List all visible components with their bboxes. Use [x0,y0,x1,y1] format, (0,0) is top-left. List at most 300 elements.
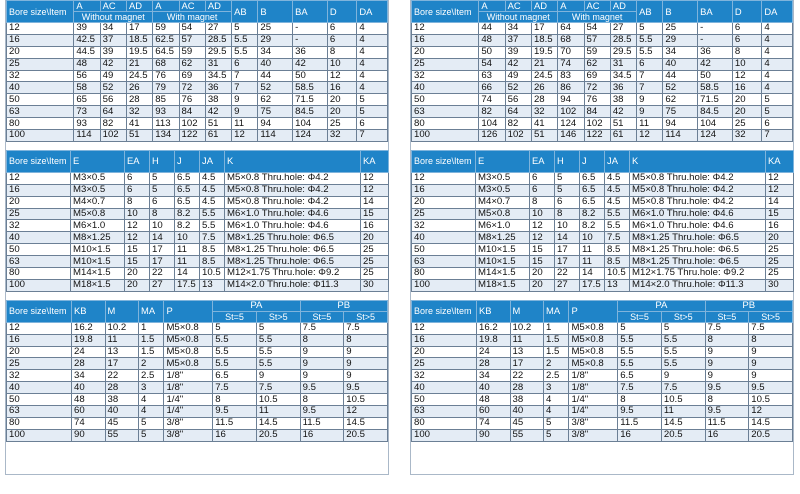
table-cell: - [293,23,328,35]
table-cell: 16 [412,184,476,196]
table-cell: A [153,1,179,12]
table-cell: 60 [477,406,511,418]
table-cell: 7.5 [618,382,662,394]
table-cell: 32 [412,370,477,382]
table-row [412,334,793,346]
table-cell: 5 [661,322,705,334]
table-cell: 100 [412,279,476,291]
table-cell: 39 [74,23,100,35]
table-cell: 84 [179,106,205,118]
table-cell: 93 [153,106,179,118]
table-cell: 9 [749,358,793,370]
dimension-table-e [411,150,794,292]
table-cell: 22 [555,268,580,280]
table-cell: M5×0.8 Thru.hole: Φ4.2 [630,184,766,196]
table-row [412,382,793,394]
table-cell: 17.5 [175,279,200,291]
table-cell: M5×0.8 Thru.hole: Φ4.2 [225,172,361,184]
table-cell: H [555,150,580,172]
table-cell: 44 [663,70,698,82]
table-row [412,268,794,280]
table-cell: 19.8 [477,334,511,346]
table-row [412,406,793,418]
table-cell: 31 [205,58,231,70]
table-cell: 25 [766,244,794,256]
table-cell: 37 [505,34,531,46]
table-cell: St=5 [705,311,749,322]
table-cell: 16 [412,334,477,346]
table-cell: 58.5 [698,82,733,94]
table-cell: 114 [74,130,100,142]
table-cell: 102 [179,118,205,130]
table-cell: 6.5 [175,184,200,196]
table-header-row [412,150,794,172]
table-cell: 5 [150,172,175,184]
table-cell: 14 [150,232,175,244]
table-cell: 11 [105,334,139,346]
table-cell: 7 [637,82,663,94]
table-cell: 9 [749,370,793,382]
table-cell: 16 [7,34,74,46]
table-cell: 69 [179,70,205,82]
table-cell: M18×1.5 [71,279,125,291]
table-cell: 50 [7,94,74,106]
dimension-table-a [6,0,388,142]
table-row [7,394,388,406]
table-row [7,429,388,441]
table-cell: 8 [749,334,793,346]
table-cell: 62.5 [153,34,179,46]
table-cell: 57 [584,34,610,46]
table-cell: 82 [479,106,505,118]
table-cell: 42.5 [74,34,100,46]
table-cell: 20 [7,346,72,358]
table-cell: 5.5 [213,346,257,358]
table-cell: 8 [705,334,749,346]
table-cell: 32 [412,70,479,82]
table-cell: 12 [232,130,258,142]
table-cell: 34 [477,370,511,382]
table-cell: 1.5 [139,346,164,358]
table-cell: 56 [100,94,126,106]
table-cell: 72 [179,82,205,94]
table-cell: M6×1.0 Thru.hole: Φ4.6 [225,208,361,220]
table-cell: M5×0.8 Thru.hole: Φ4.2 [630,196,766,208]
table-cell: 20 [412,196,476,208]
table-cell: 18.5 [126,34,152,46]
table-cell: 40 [412,382,477,394]
table-cell: M5×0.8 [164,334,213,346]
table-cell: 4 [357,70,388,82]
table-cell: 5.5 [200,220,225,232]
table-cell: 104 [479,118,505,130]
table-cell: 102 [584,118,610,130]
table-cell: 32 [126,106,152,118]
table-cell: 40 [7,82,74,94]
table-row [412,346,793,358]
table-cell: 8 [732,46,761,58]
table-cell: St>5 [256,311,300,322]
table-cell: 56 [74,70,100,82]
table-cell: 20 [327,106,356,118]
table-cell: 5.5 [637,46,663,58]
table-cell: PA [618,300,705,311]
table-cell: 113 [153,118,179,130]
table-cell: M14×2.0 Thru.hole: Φ11.3 [630,279,766,291]
table-cell: 9.5 [618,406,662,418]
table-cell: 25 [732,118,761,130]
table-cell: 16 [361,220,389,232]
table-cell: 9 [637,106,663,118]
table-cell: 1/8" [569,382,618,394]
table-cell: B [663,1,698,23]
table-cell: 17 [510,358,544,370]
table-cell: 5.5 [661,334,705,346]
table-cell: 12 [412,172,476,184]
table-cell: 2 [544,358,569,370]
spec-sheet-right [410,0,794,475]
table-cell: 8.5 [605,244,630,256]
table-cell: 7.5 [661,382,705,394]
table-cell: 5.5 [605,220,630,232]
table-cell: 20 [412,346,477,358]
table-cell: St>5 [749,311,793,322]
table-cell: M5×0.8 [164,346,213,358]
table-cell: 13 [200,279,225,291]
table-cell: 9 [232,94,258,106]
table-cell: 9.5 [300,406,344,418]
table-cell: 52 [100,82,126,94]
table-cell: 10.5 [200,268,225,280]
table-cell: 30 [361,279,389,291]
table-cell: 16 [7,334,72,346]
table-cell: 25 [7,58,74,70]
table-cell: 51 [205,118,231,130]
table-row [7,118,388,130]
table-cell: M8×1.25 Thru.hole: Φ6.5 [630,232,766,244]
table-cell: PB [705,300,792,311]
table-cell: 14.5 [256,417,300,429]
table-cell: KB [72,300,106,322]
table-cell: 15 [125,244,150,256]
table-cell: 61 [205,130,231,142]
table-cell: H [150,150,175,172]
table-cell: 5 [139,429,164,441]
table-cell: 34 [663,46,698,58]
table-cell: 9 [256,370,300,382]
table-cell: 14 [555,232,580,244]
table-cell: 50 [412,394,477,406]
table-cell: 6.5 [580,184,605,196]
table-row [412,358,793,370]
table-cell: M10×1.5 [71,244,125,256]
table-row [412,106,793,118]
table-cell: 12 [637,130,663,142]
table-cell: 80 [412,118,479,130]
table-cell: 10.2 [105,322,139,334]
table-row [7,322,388,334]
table-cell: 6 [530,184,555,196]
table-cell: 62 [179,58,205,70]
table-cell: 8.2 [580,208,605,220]
table-cell: 10 [150,220,175,232]
table-cell: 50 [7,244,71,256]
table-cell: 16 [213,429,257,441]
table-cell: 7.5 [605,232,630,244]
table-row [412,429,793,441]
table-cell: 48 [477,394,511,406]
table-cell: 12 [412,322,477,334]
table-cell: 11 [510,334,544,346]
table-cell: 11 [661,406,705,418]
table-cell: 25 [361,244,389,256]
table-cell: 6 [732,23,761,35]
table-cell: 24 [477,346,511,358]
table-cell: 42 [505,58,531,70]
table-cell: 38 [205,94,231,106]
table-cell: 80 [7,417,72,429]
table-cell: 20 [327,94,356,106]
table-cell: 14.5 [661,417,705,429]
table-cell: 7.5 [300,322,344,334]
table-cell: 76 [153,70,179,82]
table-cell: 5.5 [256,334,300,346]
table-cell: 90 [477,429,511,441]
table-row [412,172,794,184]
table-cell: M10×1.5 [476,256,530,268]
table-cell: 114 [663,130,698,142]
table-cell: 50 [293,70,328,82]
table-cell: 11.5 [300,417,344,429]
table-row [412,70,793,82]
table-cell: 15 [125,256,150,268]
table-cell: 19.8 [72,334,106,346]
table-cell: 4 [357,34,388,46]
table-cell: 146 [558,130,584,142]
table-cell: 16 [766,220,794,232]
table-cell: 16 [412,34,479,46]
table-cell: 10.5 [605,268,630,280]
table-cell: 22 [105,370,139,382]
table-cell: 102 [505,130,531,142]
table-cell: 26 [126,82,152,94]
table-cell: 25 [258,23,293,35]
table-cell: 61 [610,130,636,142]
table-cell: M6×1.0 [476,220,530,232]
table-cell: MA [139,300,164,322]
table-cell: 45 [105,417,139,429]
table-cell: EA [125,150,150,172]
table-cell: 19.5 [126,46,152,58]
table-cell: 4.5 [605,184,630,196]
table-cell: DA [357,1,388,23]
table-cell: 48 [72,394,106,406]
table-cell: 68 [558,34,584,46]
table-row [7,58,388,70]
table-cell: M12×1.75 Thru.hole: Φ9.2 [630,268,766,280]
table-cell: 6 [762,118,793,130]
table-cell: 32 [412,220,476,232]
table-cell: 6 [125,172,150,184]
table-cell: Without magnet [74,12,153,23]
table-cell: AD [531,1,557,12]
table-cell: 11 [580,244,605,256]
table-cell: 12 [361,172,389,184]
table-cell: M3×0.5 [71,184,125,196]
table-cell: JA [200,150,225,172]
table-cell: 50 [479,46,505,58]
table-cell: 18.5 [531,34,557,46]
table-row [7,184,389,196]
table-cell: 28 [477,358,511,370]
table-cell: 12 [7,322,72,334]
table-cell: 20 [7,46,74,58]
table-cell: 16.2 [477,322,511,334]
table-cell: 20 [530,279,555,291]
table-cell: 55 [510,429,544,441]
table-cell: 94 [558,94,584,106]
table-cell: J [175,150,200,172]
table-cell: 5 [762,94,793,106]
table-row [7,130,388,142]
table-cell: 2 [139,358,164,370]
table-cell: 4 [762,34,793,46]
table-cell: 62 [258,94,293,106]
table-cell: 8 [530,196,555,208]
table-cell: 1/4" [164,394,213,406]
table-row [412,220,794,232]
table-cell: 80 [412,417,477,429]
table-cell: 5.5 [618,358,662,370]
table-cell: 14.5 [749,417,793,429]
table-cell: 4 [139,406,164,418]
table-cell: M8×1.25 Thru.hole: Φ6.5 [225,256,361,268]
table-cell: 11 [175,244,200,256]
table-cell: 16 [705,429,749,441]
table-cell: M8×1.25 Thru.hole: Φ6.5 [630,244,766,256]
table-cell: P [569,300,618,322]
table-row [7,256,389,268]
table-cell: 40 [105,406,139,418]
table-cell: 42 [293,58,328,70]
table-cell: 25 [412,208,476,220]
table-cell: 12 [125,232,150,244]
table-cell: 17 [150,244,175,256]
table-cell: KA [766,150,794,172]
table-cell: 57 [179,34,205,46]
table-row [7,334,388,346]
table-cell: 44 [258,70,293,82]
table-cell: M [510,300,544,322]
table-cell: AC [100,1,126,12]
table-cell: - [698,23,733,35]
table-cell: 5.5 [661,346,705,358]
table-cell: 9 [232,106,258,118]
table-cell: 75 [258,106,293,118]
table-cell: M6×1.0 Thru.hole: Φ4.6 [225,220,361,232]
table-cell: 10.5 [256,394,300,406]
dimension-table-e [6,150,389,292]
table-cell: 4 [762,46,793,58]
dimension-table-kb [6,300,388,442]
table-cell: M5×0.8 [476,208,530,220]
table-cell: 29.5 [610,46,636,58]
table-header-row [7,300,388,311]
table-cell: 5.5 [232,34,258,46]
table-cell: 60 [72,406,106,418]
table-cell: 4 [357,46,388,58]
table-cell: 20 [361,232,389,244]
table-cell: M4×0.7 [71,196,125,208]
table-row [412,46,793,58]
table-cell: 25 [412,58,479,70]
table-row [412,23,793,35]
table-cell: 4 [357,58,388,70]
table-cell: MA [544,300,569,322]
table-cell: 20 [766,232,794,244]
table-cell: 1/8" [569,370,618,382]
table-cell: 5.5 [618,334,662,346]
table-cell: 56 [505,94,531,106]
table-cell: 27 [150,279,175,291]
table-row [412,208,794,220]
table-cell: M5×0.8 [71,208,125,220]
table-cell: 73 [74,106,100,118]
table-cell: 8 [327,46,356,58]
table-row [412,34,793,46]
table-cell: M5×0.8 Thru.hole: Φ4.2 [225,196,361,208]
table-cell: 24.5 [531,70,557,82]
table-cell: 17 [150,256,175,268]
table-cell: M8×1.25 Thru.hole: Φ6.5 [225,244,361,256]
table-cell: 30 [766,279,794,291]
table-cell: 76 [179,94,205,106]
table-row [412,322,793,334]
table-cell: 76 [584,94,610,106]
table-row [7,370,388,382]
table-cell: 6.5 [618,370,662,382]
table-cell: 5.5 [213,334,257,346]
table-row [7,358,388,370]
table-cell: 122 [179,130,205,142]
table-cell: 10.2 [510,322,544,334]
table-cell: St>5 [344,311,388,322]
table-cell: 5.5 [661,358,705,370]
table-cell: 25 [361,256,389,268]
table-cell: 20.5 [749,429,793,441]
table-cell: 39 [100,46,126,58]
table-cell: St=5 [618,311,662,322]
table-cell: 16 [300,429,344,441]
table-row [7,106,388,118]
table-cell: 10 [732,58,761,70]
table-cell: 52 [258,82,293,94]
table-cell: 10.5 [749,394,793,406]
table-cell: 27 [205,23,231,35]
table-cell: 1/8" [164,382,213,394]
table-cell: 6 [327,23,356,35]
table-cell: Bore size\Item [412,1,479,23]
table-cell: 32 [327,130,356,142]
table-row [7,220,389,232]
table-cell: 40 [72,382,106,394]
table-cell: M4×0.7 [476,196,530,208]
table-cell: 48 [74,58,100,70]
table-cell: 22 [150,268,175,280]
table-cell: K [630,150,766,172]
table-cell: M8×1.25 Thru.hole: Φ6.5 [225,232,361,244]
table-cell: 34.5 [205,70,231,82]
